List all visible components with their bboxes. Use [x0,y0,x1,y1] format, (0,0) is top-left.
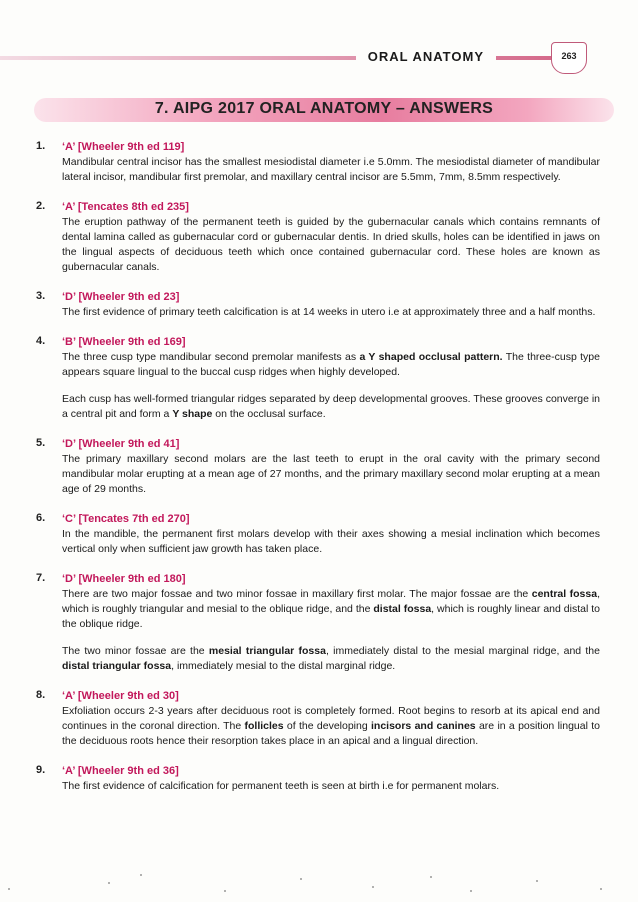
scan-specks [0,870,638,900]
text-run: The three-cusp type appears square lingual to the buccal cusp ridges when highly developed. [62,351,600,378]
answer-item [0,572,638,674]
answer-explanation [62,779,600,794]
text-run: The eruption pathway of the permanent teeth is guided by the gubernacular canals which contains remnants of dental lamina called as gubernacular cord or gubernacular dentis. In dried skulls, holes can be identified in jaws on the lingual aspects of deciduous teeth which once contained gubernacular cord. These holes are known as gubernacular canals. [62,216,600,273]
page-title: 7. AIPG 2017 ORAL ANATOMY – ANSWERS [154,100,494,117]
answer-number: 2. [36,200,46,212]
text-run: , which is roughly linear and distal to the oblique ridge. [62,603,600,630]
answer-explanation [62,215,600,275]
answer-reference: ‘A’ [Wheeler 9th ed 119] [62,141,185,153]
bold-term: a Y shaped occlusal pattern. [359,351,503,363]
text-run: , immediately distal to the mesial marginal ridge, and the [325,645,600,657]
answer-number: 4. [36,335,46,347]
bold-term: distal fossa [373,603,432,615]
answers-list [0,140,638,809]
bold-term: mesial triangular fossa [208,645,326,657]
text-run: on the occlusal surface. [212,408,326,420]
answer-reference: ‘D’ [Wheeler 9th ed 23] [62,291,180,303]
text-run: Each cusp has well-formed triangular ridges separated by deep developmental grooves. These grooves converge in a central pit and form a [62,393,600,420]
text-run: of the developing [283,720,371,732]
answer-reference: ‘C’ [Tencates 7th ed 270] [62,513,190,525]
bold-term: central fossa [531,588,598,600]
answer-explanation [62,350,600,380]
answer-item [0,140,638,185]
title-banner [34,98,614,122]
text-run: Exfoliation occurs 2-3 years after deciduous root is completely formed. Root begins to resorb at its apical end and continues in the coronal direction. The [62,705,600,732]
answer-explanation [62,305,600,320]
answer-number: 7. [36,572,46,584]
answer-item [0,512,638,557]
answer-item [0,290,638,320]
answer-reference: ‘A’ [Tencates 8th ed 235] [62,201,189,213]
answer-explanation [62,587,600,632]
answer-number: 8. [36,689,46,701]
answer-explanation [62,452,600,497]
text-run: In the mandible, the permanent first molars develop with their axes showing a mesial inclination which becomes vertical only when sufficient jaw growth has taken place. [62,528,600,555]
bold-term: distal triangular fossa [62,660,172,672]
answer-explanation [62,392,600,422]
answer-explanation [62,704,600,749]
text-run: Mandibular central incisor has the smallest mesiodistal diameter i.e 5.0mm. The mesiodistal diameter of mandibular lateral incisor, mandibular first premolar, and maxillary central incisor are 5.5mm, 7mm, 8.5mm respectively. [62,156,600,183]
text-run: are in a position lingual to the deciduous roots hence their resorption takes place in an apical and a lingual direction. [62,720,600,747]
running-header [0,44,588,74]
answer-item [0,437,638,497]
answer-reference: ‘B’ [Wheeler 9th ed 169] [62,336,186,348]
answer-reference: ‘A’ [Wheeler 9th ed 36] [62,765,179,777]
page-number-badge: 263 [551,42,587,74]
answer-reference: ‘D’ [Wheeler 9th ed 180] [62,573,186,585]
answer-item [0,689,638,749]
text-run: The three cusp type mandibular second premolar manifests as [62,351,360,363]
text-run: , immediately mesial to the distal marginal ridge. [171,660,396,672]
section-label: ORAL ANATOMY [356,49,496,64]
answer-reference: ‘A’ [Wheeler 9th ed 30] [62,690,179,702]
answer-number: 3. [36,290,46,302]
text-run: The first evidence of calcification for permanent teeth is seen at birth i.e for permanent molars. [62,780,500,792]
text-run: , which is roughly triangular and mesial to the oblique ridge, and the [62,588,600,615]
text-run: The two minor fossae are the [62,645,209,657]
bold-term: follicles [244,720,284,732]
text-run: There are two major fossae and two minor fossae in maxillary first molar. The major fossae are the [62,588,532,600]
bold-term: incisors and canines [371,720,476,732]
answer-item [0,200,638,275]
bold-term: Y shape [172,408,213,420]
answer-number: 6. [36,512,46,524]
answer-explanation [62,527,600,557]
answer-item [0,764,638,794]
answer-number: 1. [36,140,46,152]
text-run: The primary maxillary second molars are the last teeth to erupt in the oral cavity with the primary second mandibular molar erupting at a mean age of 27 months, and the primary maxillary second molar erupting at a mean age of 29 months. [62,453,600,495]
answer-explanation [62,644,600,674]
answer-explanation [62,155,600,185]
text-run: The first evidence of primary teeth calcification is at 14 weeks in utero i.e at approximately three and a half months. [62,306,596,318]
answer-number: 9. [36,764,46,776]
answer-number: 5. [36,437,46,449]
answer-reference: ‘D’ [Wheeler 9th ed 41] [62,438,180,450]
answer-item [0,335,638,422]
